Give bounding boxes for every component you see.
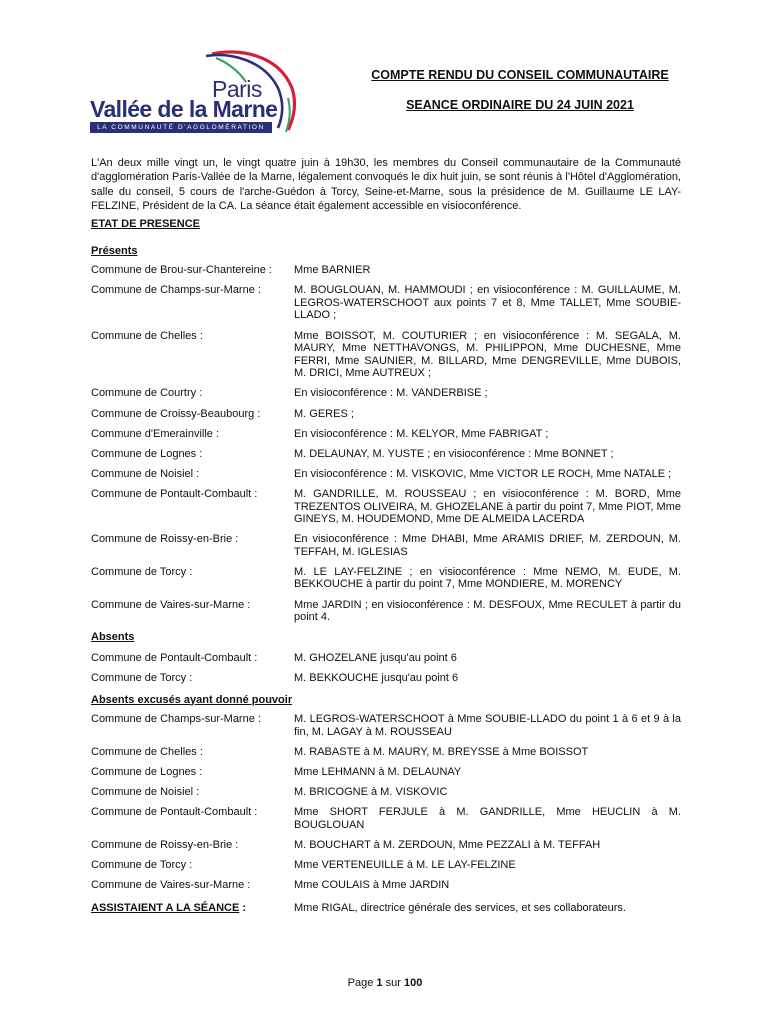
assistant-value: Mme RIGAL, directrice générale des services, et ses collaborateurs. (294, 901, 626, 914)
attendance-row (91, 488, 681, 526)
attendance-row (91, 766, 681, 779)
commune-members: M. BRICOGNE à M. VISKOVIC (294, 786, 448, 798)
logo-band: LA COMMUNAUTÉ D'AGGLOMÉRATION (90, 122, 272, 133)
excuses-list (91, 713, 681, 891)
commune-members: M. GANDRILLE, M. ROUSSEAU ; en visioconférence : M. BORD, Mme TREZENTOS OLIVEIRA, M. GHOZELANE à partir du point 7, Mme PIOT, Mme GINEYS, M. HOUDEMOND, Mme DE ALMEIDA LACERDA (294, 487, 681, 526)
logo-paris-text: Paris (212, 76, 262, 102)
attendance-row (91, 599, 681, 624)
attendance-row (91, 428, 681, 441)
commune-name: Commune de Vaires-sur-Marne : (91, 598, 251, 611)
commune-members: En visioconférence : Mme DHABI, Mme ARAMIS DRIEF, M. ZERDOUN, M. TEFFAH, M. IGLESIAS (294, 533, 681, 558)
commune-members: M. RABASTE à M. MAURY, M. BREYSSE à Mme BOISSOT (294, 745, 589, 758)
commune-members: M. BOUGLOUAN, M. HAMMOUDI ; en visioconférence : M. GUILLAUME, M. LEGROS-WATERSCHOOT aux points 7 et 8, Mme TALLET, Mme SOUBIE-LLADO ; (294, 284, 681, 322)
commune-members: En visioconférence : M. KELYOR, Mme FABRIGAT ; (294, 427, 549, 440)
etat-heading: ETAT DE PRESENCE (91, 218, 200, 230)
intro-paragraph: L'An deux mille vingt un, le vingt quatre juin à 19h30, les membres du Conseil communautaire de la Communauté d'agglomération Paris-Vallée de la Marne, légalement convoqués le dix huit juin, se sont réunis à l'Hôtel d'Agglomération, salle du conseil, 5 cours de l'arche-Guédon à Torcy, Seine-et-Marne, sous la présidence de M. Guillaume LE LAY-FELZINE, Président de la CA. La séance était également accessible en visioconférence. (91, 157, 681, 212)
commune-members: M. BOUCHART à M. ZERDOUN, Mme PEZZALI à M. TEFFAH (294, 838, 601, 851)
commune-name: Commune de Lognes : (91, 765, 203, 778)
presents-heading: Présents (91, 244, 138, 257)
assistant-label: ASSISTAIENT A LA SÉANCE : (91, 901, 247, 914)
commune-members: M. GERES ; (294, 407, 354, 420)
commune-members: M. LEGROS-WATERSCHOOT à Mme SOUBIE-LLADO du point 1 à 6 et 9 à la fin, M. LAGAY à M. ROUSSEAU (294, 713, 681, 738)
attendance-section (91, 218, 681, 922)
absents-list (91, 652, 681, 685)
presents-list (91, 264, 681, 624)
excuses-heading: Absents excusés ayant donné pouvoir (91, 693, 293, 706)
commune-name: Commune de Torcy : (91, 671, 193, 684)
page-number: 1 (376, 977, 383, 989)
commune-name: Commune de Roissy-en-Brie : (91, 533, 239, 546)
commune-members: M. DELAUNAY, M. YUSTE ; en visioconférence : Mme BONNET ; (294, 447, 614, 460)
attendance-row (91, 387, 681, 400)
commune-name: Commune de Croissy-Beaubourg : (91, 407, 261, 420)
commune-members: M. BEKKOUCHE jusqu'au point 6 (294, 671, 459, 684)
commune-name: Commune de Chelles : (91, 329, 203, 342)
attendance-row (91, 879, 681, 892)
attendance-row (91, 448, 681, 461)
attendance-row (91, 284, 681, 322)
attendance-row (91, 839, 681, 852)
page-total: 100 (403, 977, 423, 989)
attendance-row (91, 786, 681, 799)
page-footer: Page 1 sur 100 (347, 977, 423, 989)
commune-name: Commune de Vaires-sur-Marne : (91, 878, 251, 891)
commune-members: Mme BARNIER (294, 264, 371, 277)
commune-members: Mme SHORT FERJULE à M. GANDRILLE, Mme HEUCLIN à M. BOUGLOUAN (294, 806, 681, 831)
commune-name: Commune de Lognes : (91, 447, 203, 460)
commune-name: Commune de Brou-sur-Chantereine : (91, 264, 272, 277)
commune-members: M. GHOZELANE jusqu'au point 6 (294, 651, 457, 664)
attendance-row (91, 566, 681, 591)
attendance-row (91, 672, 681, 685)
commune-name: Commune de Noisiel : (91, 786, 200, 798)
attendance-row (91, 859, 681, 872)
document-title: COMPTE RENDU DU CONSEIL COMMUNAUTAIRE (371, 68, 669, 82)
commune-members: Mme COULAIS à Mme JARDIN (294, 878, 450, 891)
commune-members: Mme VERTENEUILLE à M. LE LAY-FELZINE (294, 858, 516, 871)
attendance-row (91, 264, 681, 277)
commune-members: Mme BOISSOT, M. COUTURIER ; en visioconférence : M. SEGALA, M. MAURY, Mme NETTHAVONGS, M. PHILIPPON, Mme DUCHESNE, Mme FERRI, Mme SAUNIER, M. BILLARD, Mme DENGREVILLE, Mme DUBOIS, M. DRICI, Mme AUTREUX ; (294, 329, 681, 380)
commune-name: Commune de Noisiel : (91, 467, 200, 480)
attendance-row (91, 533, 681, 558)
commune-name: Commune de Torcy : (91, 565, 193, 578)
commune-name: Commune de Courtry : (91, 387, 203, 400)
attendance-row (91, 408, 681, 421)
commune-members: En visioconférence : M. VISKOVIC, Mme VICTOR LE ROCH, Mme NATALE ; (294, 467, 672, 480)
commune-members: M. LE LAY-FELZINE ; en visioconférence : Mme NEMO, M. EUDE, M. BEKKOUCHE à partir du point 7, Mme MONDIERE, M. MORENCY (294, 565, 681, 591)
attendance-row (91, 330, 681, 380)
commune-name: Commune de Roissy-en-Brie : (91, 838, 239, 851)
attendance-row (91, 713, 681, 738)
attendance-row (91, 746, 681, 759)
commune-name: Commune de Pontault-Combault : (91, 487, 258, 500)
absents-heading: Absents (91, 631, 135, 644)
document-subtitle: SEANCE ORDINAIRE DU 24 JUIN 2021 (406, 98, 634, 112)
commune-name: Commune de Pontault-Combault : (91, 651, 258, 664)
commune-members: Mme LEHMANN à M. DELAUNAY (294, 765, 462, 778)
commune-name: Commune de Champs-sur-Marne : (91, 713, 261, 726)
attendance-row (91, 652, 681, 665)
logo (88, 48, 288, 136)
commune-name: Commune de Chelles : (91, 745, 203, 758)
attendance-row (91, 806, 681, 831)
commune-members: Mme JARDIN ; en visioconférence : M. DESFOUX, Mme RECULET à partir du point 4. (294, 598, 681, 624)
commune-name: Commune de Pontault-Combault : (91, 806, 258, 819)
assistant-row (91, 902, 681, 915)
commune-name: Commune d'Emerainville : (91, 427, 220, 440)
commune-members: En visioconférence : M. VANDERBISE ; (294, 387, 488, 400)
logo-vallee-text: Vallée de la Marne (90, 96, 278, 122)
attendance-row (91, 468, 681, 481)
commune-name: Commune de Champs-sur-Marne : (91, 284, 261, 297)
commune-name: Commune de Torcy : (91, 858, 193, 871)
